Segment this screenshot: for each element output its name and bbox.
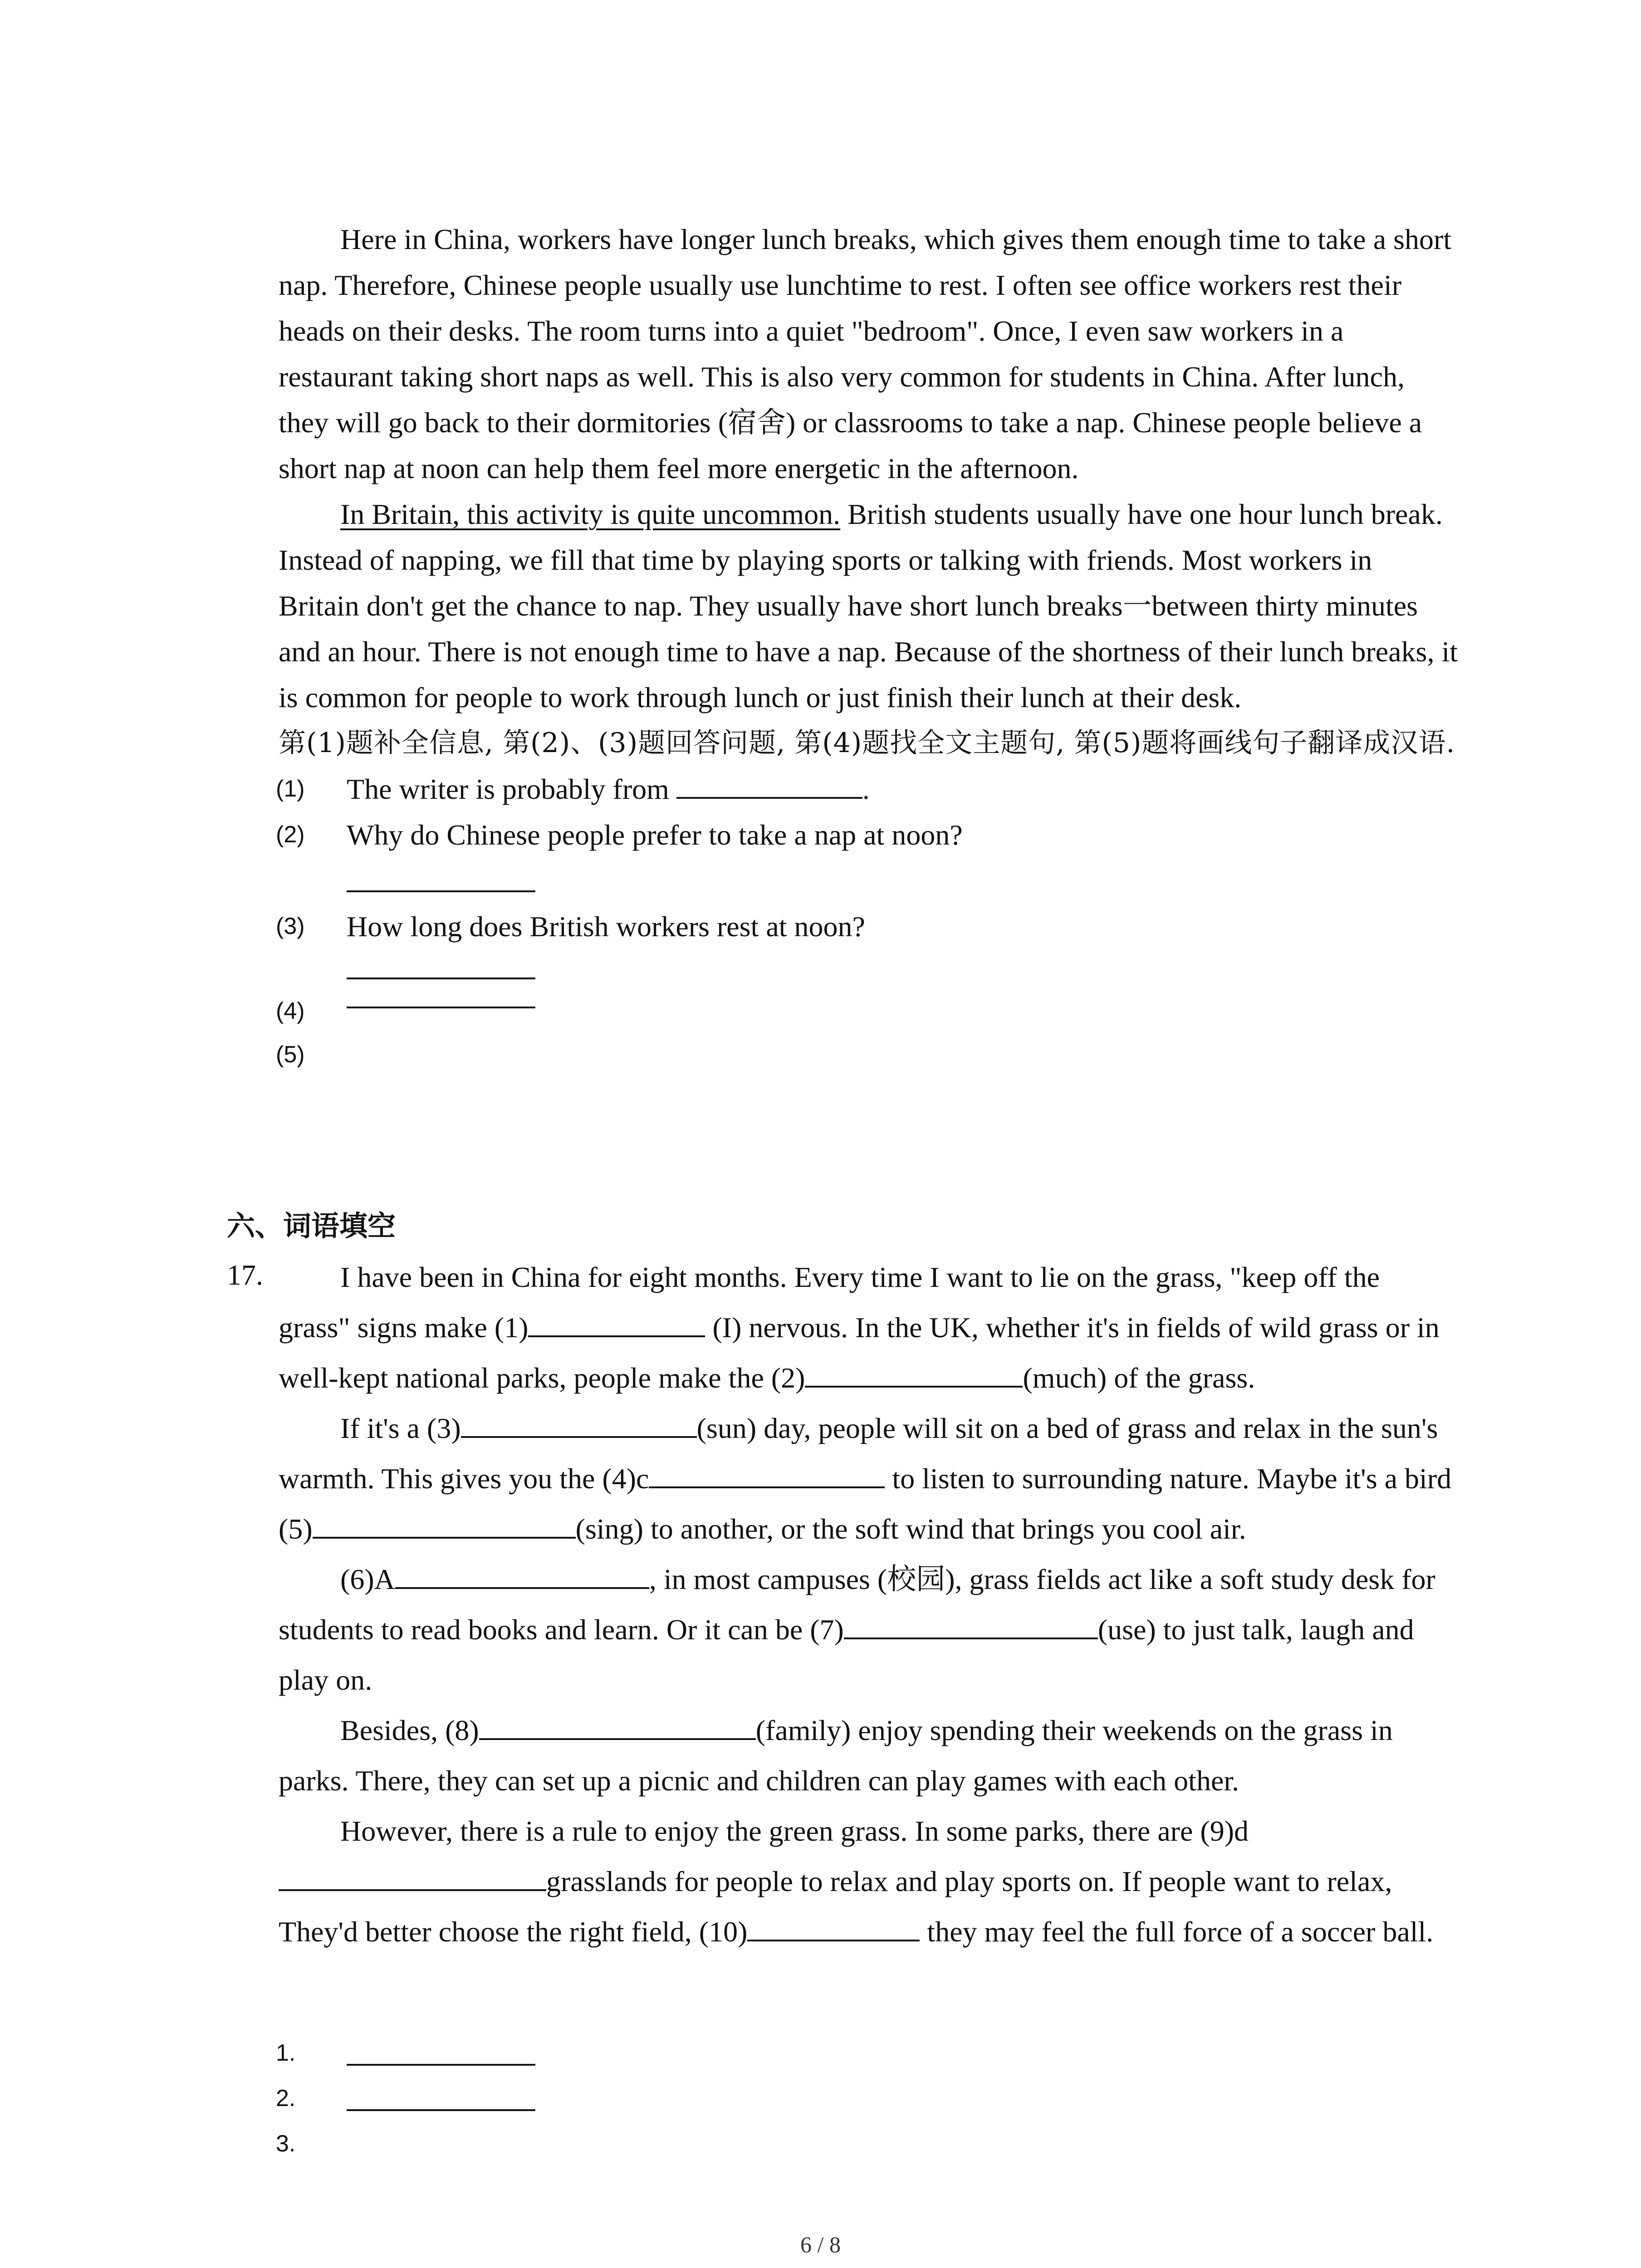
answer-blank[interactable] bbox=[347, 2064, 535, 2066]
page-number: 6 / 8 bbox=[800, 2232, 841, 2257]
passage-paragraph-2-rest: British students usually have one hour lunch break. Instead of napping, we fill that time by playing sports or talking with friends. Most workers in Britain don't get the chance to nap. They usually have short lunch breaks一between thirty minutes and an hour. There is not enough time to have a nap. Because of the shortness of their lunch breaks, it is common for people to work through lunch or just finish their lunch at their desk. bbox=[279, 498, 1458, 714]
question-text: The writer is probably from bbox=[347, 773, 669, 805]
question-17 bbox=[227, 1252, 1458, 1957]
blank-4[interactable] bbox=[649, 1457, 885, 1488]
blank-1[interactable] bbox=[528, 1305, 705, 1337]
question-1: (1) The writer is probably from . bbox=[279, 766, 1458, 812]
passage-paragraph-2 bbox=[279, 491, 1458, 720]
q17-paragraph-1: I have been in China for eight months. Every time I want to lie on the grass, "keep off the grass" signs make (1) (I) nervous. In the UK, whether it's in fields of wild grass or in well-kept national parks, people make the (2) (much) of the grass. bbox=[279, 1261, 1440, 1394]
question-number: (4) bbox=[276, 998, 305, 1024]
question-4 bbox=[276, 988, 1458, 1032]
answer-line-3 bbox=[279, 949, 1458, 988]
q17-answer-list bbox=[276, 2030, 1458, 2166]
answer-row-2: 2. bbox=[279, 2076, 1458, 2121]
answer-blank[interactable] bbox=[676, 770, 862, 799]
question-5 bbox=[276, 1032, 1458, 1078]
underlined-sentence: In Britain, this activity is quite uncommon. bbox=[340, 498, 841, 530]
question-number: (5) bbox=[276, 1041, 305, 1068]
answer-row-3: 3. bbox=[276, 2131, 296, 2157]
question-number: (2) bbox=[276, 821, 305, 848]
question-instructions: 第(1)题补全信息, 第(2)、(3)题回答问题, 第(4)题找全文主题句, 第(5)题将画线句子翻译成汉语. bbox=[279, 727, 1455, 759]
question-number: (3) bbox=[276, 913, 305, 939]
question-number: (1) bbox=[276, 776, 305, 802]
blank-9[interactable] bbox=[279, 1859, 546, 1891]
blank-8[interactable] bbox=[479, 1708, 756, 1740]
question-text: Why do Chinese people prefer to take a nap at noon? bbox=[347, 819, 963, 851]
blank-5[interactable] bbox=[313, 1507, 576, 1539]
q17-paragraph-5: However, there is a rule to enjoy the green grass. In some parks, there are (9)dgrasslands for people to relax and play sports on. If people want to relax, They'd better choose the right field, (10) they may feel the full force of a soccer ball. bbox=[279, 1815, 1434, 1948]
blank-3[interactable] bbox=[461, 1406, 697, 1438]
answer-blank[interactable] bbox=[347, 978, 535, 979]
blank-10[interactable] bbox=[747, 1910, 920, 1941]
answer-blank[interactable] bbox=[347, 1007, 535, 1008]
blank-6[interactable] bbox=[395, 1557, 649, 1589]
answer-row-1: 1. bbox=[279, 2030, 1458, 2076]
q17-paragraph-4: Besides, (8) (family) enjoy spending their weekends on the grass in parks. There, they can set up a picnic and children can play games with each other. bbox=[279, 1705, 1458, 1806]
reading-passage bbox=[276, 216, 1458, 1078]
answer-blank[interactable] bbox=[347, 2109, 535, 2111]
answer-blank[interactable] bbox=[347, 890, 535, 892]
question-number: 17. bbox=[227, 1259, 263, 1291]
passage-paragraph-1: Here in China, workers have longer lunch breaks, which gives them enough time to take a short nap. Therefore, Chinese people usually use lunchtime to rest. I often see office workers rest their heads on their desks. The room turns into a quiet "bedroom". Once, I even saw workers in a restaurant taking short naps as well. This is also very common for students in China. After lunch, they will go back to their dormitories (宿舍) or classrooms to take a nap. Chinese people believe a short nap at noon can help them feel more energetic in the afternoon. bbox=[279, 223, 1452, 484]
q17-paragraph-3: (6)A , in most campuses (校园), grass fields act like a soft study desk for students to read books and learn. Or it can be (7) (use) to just talk, laugh and play on. bbox=[279, 1554, 1458, 1705]
answer-line-2 bbox=[279, 858, 1458, 904]
question-text: How long does British workers rest at noon? bbox=[347, 910, 865, 943]
section-title: 六、词语填空 bbox=[227, 1209, 396, 1242]
blank-7[interactable] bbox=[844, 1608, 1098, 1639]
question-2 bbox=[276, 812, 1458, 858]
question-3 bbox=[276, 904, 1458, 949]
blank-2[interactable] bbox=[805, 1356, 1023, 1388]
q17-paragraph-2: If it's a (3) (sun) day, people will sit on a bed of grass and relax in the sun's warmth. This gives you the (4)c to listen to surrounding nature. Maybe it's a bird (5) (sing) to another, or the soft wind that brings you cool air. bbox=[279, 1403, 1458, 1554]
